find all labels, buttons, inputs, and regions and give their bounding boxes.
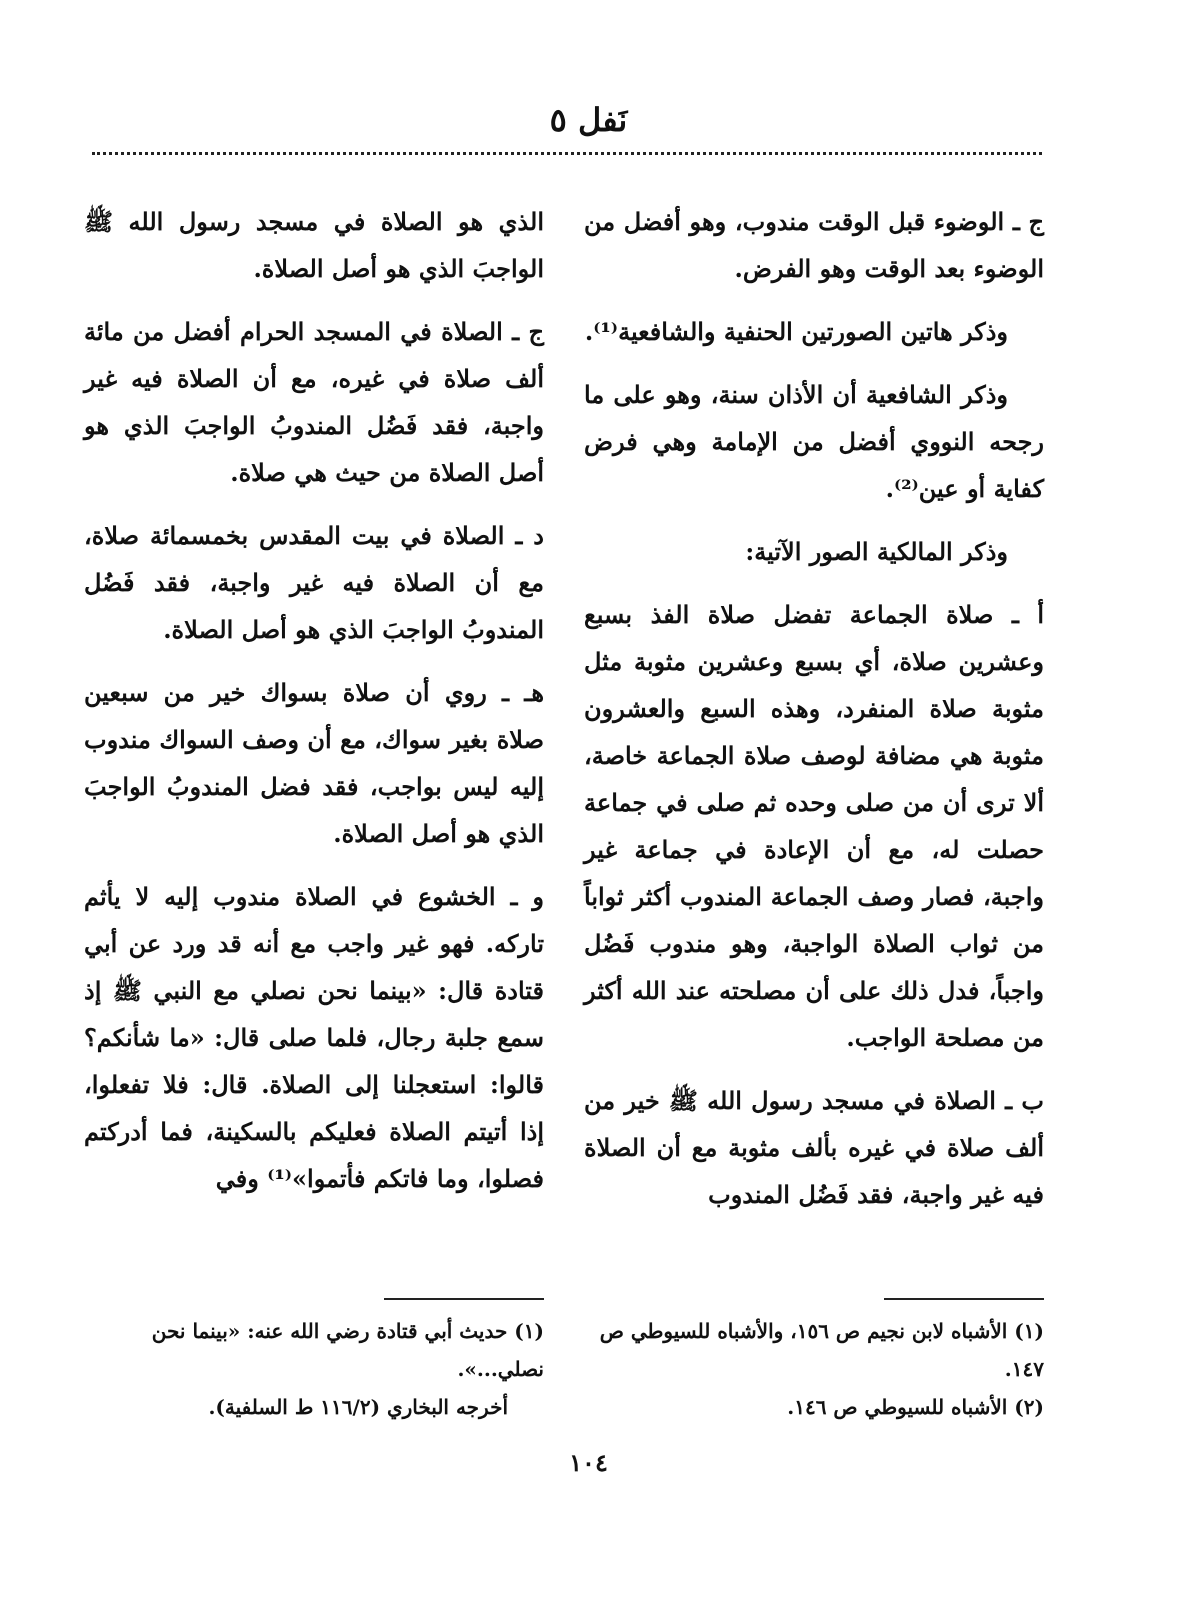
footnote-1-left: (١) حديث أبي قتادة رضي الله عنه: «بينما نحن نصلي...».	[151, 1319, 544, 1381]
footnote-1-left-source: أخرجه البخاري (١١٦/٢ ط السلفية).	[208, 1395, 508, 1419]
footnote-separator-left	[384, 1298, 544, 1300]
footnote-1-right: (١) الأشباه لابن نجيم ص ١٥٦، والأشباه للسيوطي ص ١٤٧.	[599, 1319, 1044, 1381]
paragraph-dal-bayt-maqdis: د ـ الصلاة في بيت المقدس بخمسمائة صلاة، مع أن الصلاة فيه غير واجبة، فقد فَضُل المندوبُ الواجبَ الذي هو أصل الصلاة.	[84, 521, 544, 644]
paragraph-jim-wudu: ج ـ الوضوء قبل الوقت مندوب، وهو أفضل من الوضوء بعد الوقت وهو الفرض.	[584, 207, 1044, 283]
footnotes-right	[584, 1312, 1044, 1426]
paragraph-continuation: الذي هو الصلاة في مسجد رسول الله ﷺ الواجبَ الذي هو أصل الصلاة.	[84, 207, 544, 283]
right-column	[584, 198, 1044, 1234]
paragraph-alif-jamaa: أ ـ صلاة الجماعة تفضل صلاة الفذ بسبع وعشرين صلاة، أي بسبع وعشرين مثوبة مثل مثوبة صلاة المنفرد، وهذه السبع والعشرون مثوبة هي مضافة لوصف صلاة الجماعة خاصة، ألا ترى أن من صلى وحده ثم صلى في جماعة حصلت له، مع أن الإعادة في جماعة غير واجبة، فصار وصف الجماعة المندوب أكثر ثواباً من ثواب الصلاة الواجبة، وهو مندوب فَضُل واجباً، فدل ذلك على أن مصلحته عند الله أكثر من مصلحة الواجب.	[584, 600, 1044, 1052]
footnote-2-right: (٢) الأشباه للسيوطي ص ١٤٦.	[787, 1395, 1044, 1419]
paragraph-jim-masjid-haram: ج ـ الصلاة في المسجد الحرام أفضل من مائة ألف صلاة في غيره، مع أن الصلاة فيه غير واجبة، فقد فَضُل المندوبُ الواجبَ الذي هو أصل الصلاة من حيث هي صلاة.	[84, 317, 544, 487]
paragraph-ba-masjid-nabawi: ب ـ الصلاة في مسجد رسول الله ﷺ خير من ألف صلاة في غيره بألف مثوبة مع أن الصلاة فيه غير واجبة، فقد فَضُل المندوب	[584, 1086, 1044, 1209]
paragraph-ha-siwak: هـ ـ روي أن صلاة بسواك خير من سبعين صلاة بغير سواك، مع أن وصف السواك مندوب إليه ليس بواجب، فقد فضل المندوبُ الواجبَ الذي هو أصل الصلاة.	[84, 678, 544, 848]
paragraph-hanafiyya-shafiyya: وذكر هاتين الصورتين الحنفية والشافعية⁽¹⁾.	[584, 317, 1008, 346]
paragraph-waw-khushu: و ـ الخشوع في الصلاة مندوب إليه لا يأثم تاركه. فهو غير واجب مع أنه قد ورد عن أبي قتادة قال: «بينما نحن نصلي مع النبي ﷺ إذ سمع جلبة رجال، فلما صلى قال: «ما شأنكم؟ قالوا: استعجلنا إلى الصلاة. قال: فلا تفعلوا، إذا أتيتم الصلاة فعليكم بالسكينة، فما أدركتم فصلوا، وما فاتكم فأتموا»⁽¹⁾ وفي	[84, 882, 544, 1193]
left-column	[84, 198, 544, 1218]
paragraph-adhan: وذكر الشافعية أن الأذان سنة، وهو على ما رجحه النووي أفضل من الإمامة وهي فرض كفاية أو عين⁽²⁾.	[584, 380, 1044, 503]
header-dotted-rule	[92, 152, 1042, 155]
page-header-title: نَفل ٥	[549, 101, 628, 139]
page-number: ١٠٤	[569, 1448, 608, 1477]
footnotes-left	[84, 1312, 544, 1426]
paragraph-malikiyya-intro: وذكر المالكية الصور الآتية:	[745, 537, 1008, 566]
footnote-separator-right	[884, 1298, 1044, 1300]
